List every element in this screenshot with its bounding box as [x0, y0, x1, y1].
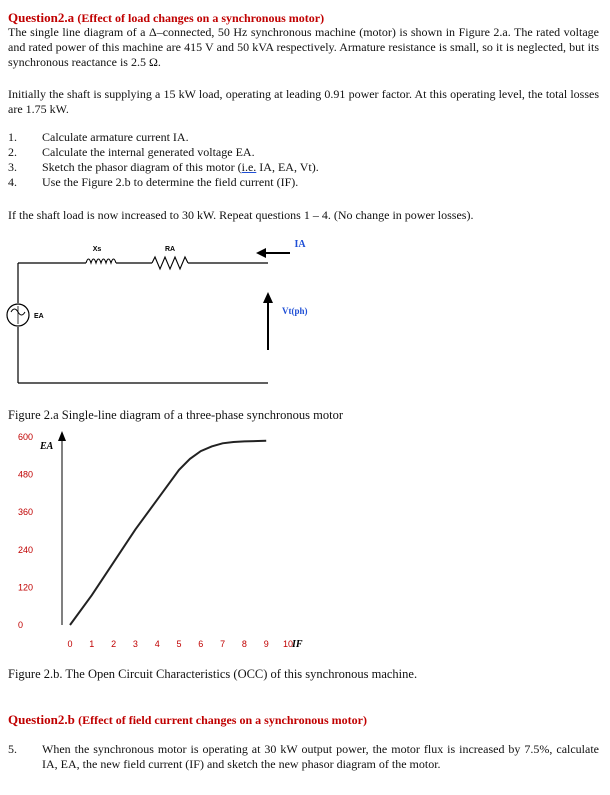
question-2a-label: Question2.a [8, 10, 75, 25]
figure-2a-caption: Figure 2.a Single-line diagram of a three-phase synchronous motor [8, 408, 343, 422]
repeat-instruction: If the shaft load is now increased to 30 kW. Repeat questions 1 – 4. (No change in power losses). [8, 208, 474, 222]
question-2a-title [8, 10, 324, 26]
x-tick-label: 7 [220, 639, 226, 649]
resistor-ra [152, 257, 188, 269]
question-2a-subtitle: (Effect of load changes on a synchronous motor) [77, 11, 325, 25]
x-tick-labels [67, 639, 293, 649]
task-item-4: 4. Use the Figure 2.b to determine the field current (IF). [8, 175, 299, 189]
y-tick-label: 360 [18, 507, 34, 518]
x-tick-label: 4 [154, 639, 160, 649]
question-2b-subtitle: (Effect of field current changes on a synchronous motor) [78, 713, 367, 727]
x-tick-label: 10 [282, 639, 294, 649]
ra-label: RA [164, 246, 176, 253]
x-tick-label: 5 [176, 639, 182, 649]
figure-2b-caption: Figure 2.b. The Open Circuit Characteristics (OCC) of this synchronous machine. [8, 667, 418, 681]
y-tick-label: 120 [18, 582, 34, 593]
y-axis-arrow-icon [58, 431, 66, 441]
occ-chart [0, 425, 340, 655]
vt-label: Vt(ph) [282, 306, 308, 316]
question-2b-task [8, 742, 599, 772]
x-tick-label: 3 [132, 639, 138, 649]
circuit-diagram [0, 228, 610, 408]
question-2a-initial-condition: Initially the shaft is supplying a 15 kW load, operating at leading 0.91 power factor. At this operating level, the total losses are 1.75 kW. [8, 87, 599, 116]
occ-curve [70, 441, 266, 625]
x-tick-label: 2 [111, 639, 117, 649]
task-item-2: 2. Calculate the internal generated voltage EA. [8, 145, 255, 159]
question-2b-title [8, 712, 367, 728]
y-tick-label: 600 [18, 432, 34, 442]
x-tick-label: 6 [198, 639, 204, 649]
question-2b-num: 5. [8, 742, 17, 756]
x-axis-label: IF [292, 639, 303, 650]
x-tick-label: 0 [67, 639, 73, 649]
xs-label: Xs [92, 246, 102, 253]
y-tick-label: 240 [18, 544, 34, 555]
x-tick-label: 1 [89, 639, 95, 649]
y-axis-label: EA [40, 441, 54, 452]
ia-arrow-icon [256, 248, 266, 258]
question-2a-intro: The single line diagram of a Δ–connected, 50 Hz synchronous machine (motor) is shown in Figure 2.a. The rated voltage and rated power of this machine are 415 V and 50 kVA respectively. Armature resistance is small, so it is neglected, but its synchronous reactance is 2.5 Ω. [8, 25, 599, 69]
reactance-xs-inductor [86, 259, 116, 263]
question-2b-text: When the synchronous motor is operating at 30 kW output power, the motor flux is increased by 7.5%, calculate IA, EA, the new field current (IF) and sketch the new phasor diagram of the motor. [42, 742, 599, 771]
question-2b-label: Question2.b [8, 712, 75, 727]
x-tick-label: 9 [263, 639, 269, 649]
ia-label: IA [294, 239, 306, 250]
x-tick-label: 8 [241, 639, 247, 649]
task-item-1: 1. Calculate armature current IA. [8, 130, 189, 144]
ea-label: EA [34, 313, 44, 320]
y-tick-label: 480 [18, 469, 34, 480]
y-tick-label: 0 [18, 620, 24, 630]
task-list [8, 130, 599, 190]
y-tick-labels [18, 432, 33, 630]
task-item-3: 3. Sketch the phasor diagram of this motor (i.e. IA, EA, Vt). [8, 160, 319, 174]
vt-arrow-icon [263, 292, 273, 303]
